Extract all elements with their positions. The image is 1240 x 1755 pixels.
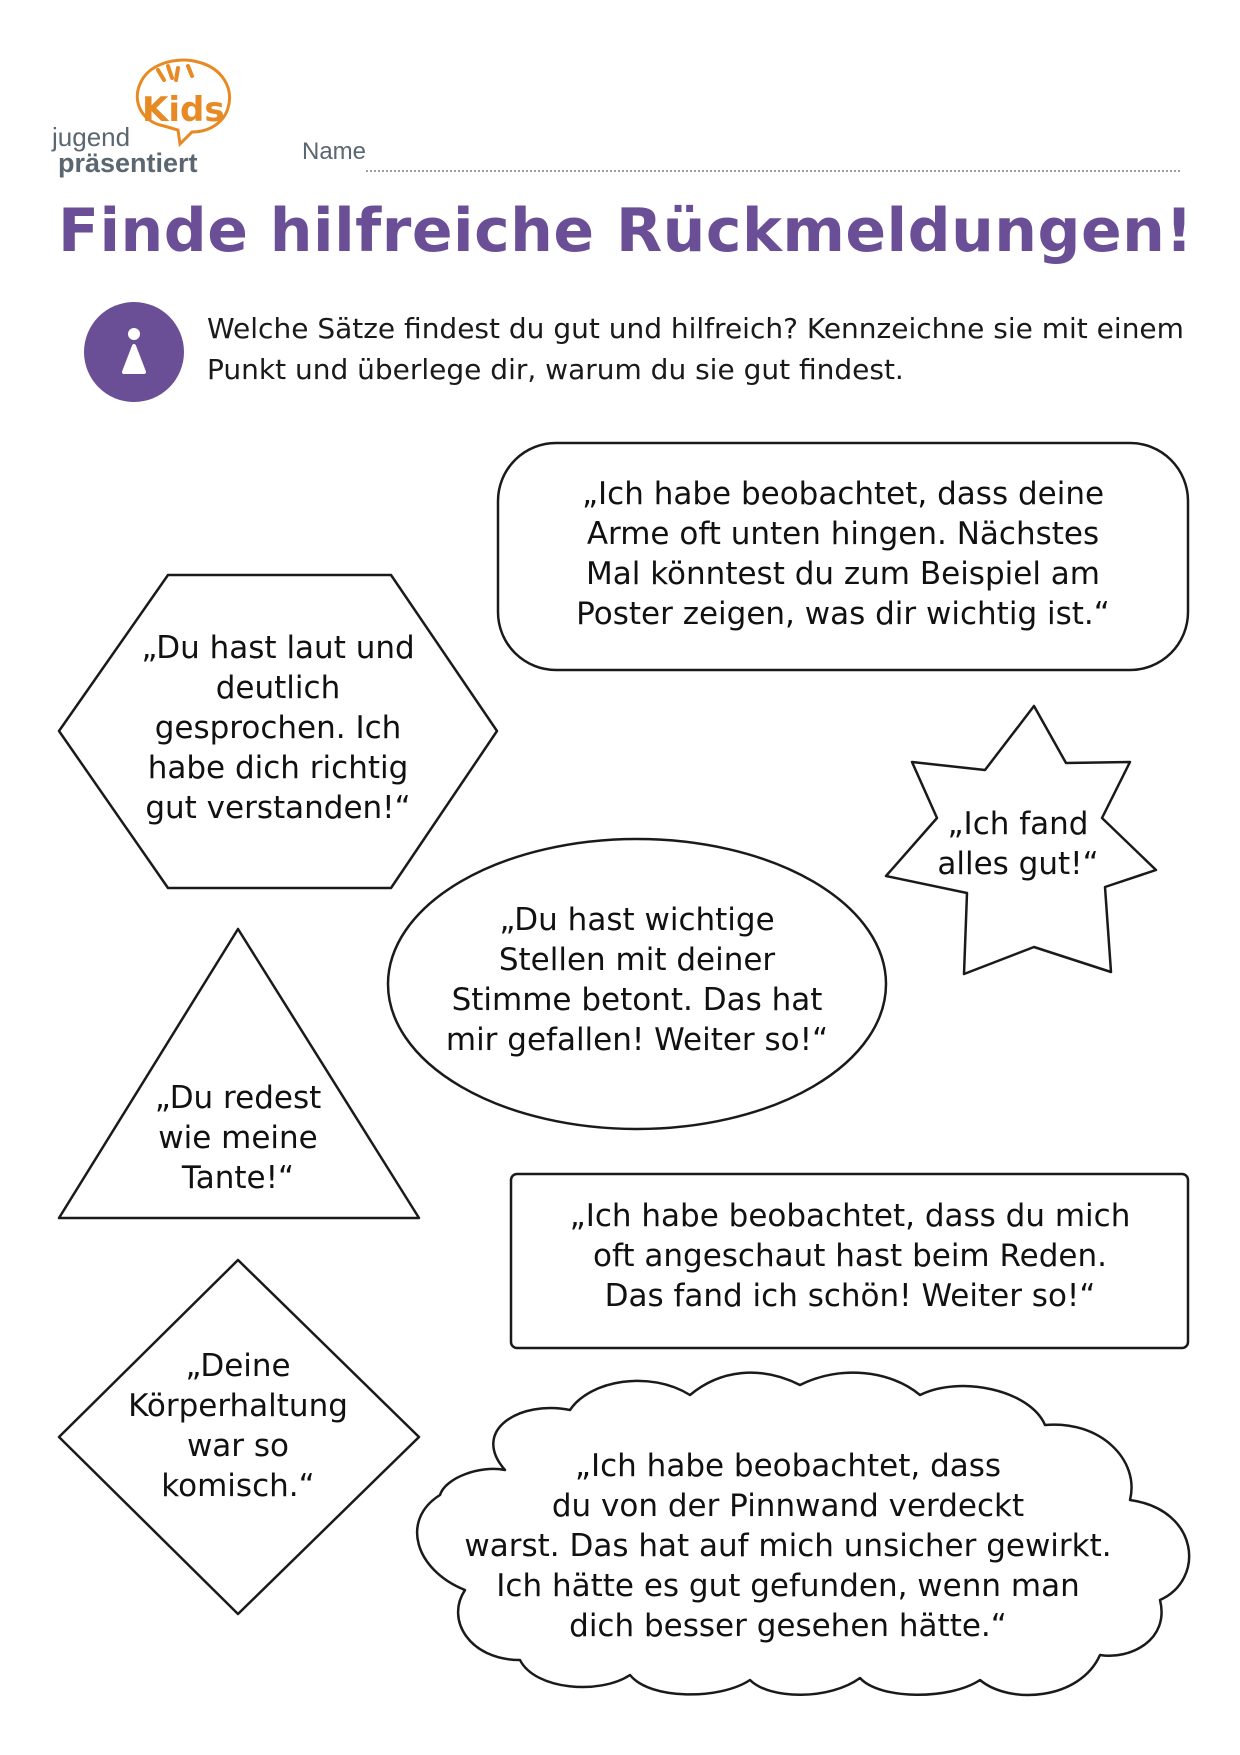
logo-praesentiert: präsentiert bbox=[58, 148, 198, 178]
feedback-card: „Du hast laut und deutlich gesprochen. Ich habe dich richtig gut verstanden!“ bbox=[141, 630, 415, 826]
feedback-card: „Ich habe beobachtet, dass deine Arme oft unten hingen. Nächstes Mal könntest du zum Beispiel am Poster zeigen, was dir wichtig ist.“ bbox=[576, 476, 1110, 632]
feedback-card: „Ich habe beobachtet, dass du mich oft angeschaut hast beim Reden. Das fand ich schön! Weiter so!“ bbox=[569, 1198, 1131, 1314]
feedback-card: „Ich habe beobachtet, dass du von der Pinnwand verdeckt warst. Das hat auf mich unsicher gewirkt. Ich hätte es gut gefunden, wenn man dich besser gesehen hätte.“ bbox=[464, 1448, 1112, 1644]
page-title: Finde hilfreiche Rückmeldungen! bbox=[58, 196, 1194, 266]
logo-kids: Kids bbox=[142, 90, 225, 130]
name-label: Name bbox=[302, 138, 367, 165]
feedback-card: „Du redest wie meine Tante!“ bbox=[154, 1080, 322, 1196]
logo-jugend: jugend bbox=[52, 122, 131, 152]
feedback-card: „Du hast wichtige Stellen mit deiner Stimme betont. Das hat mir gefallen! Weiter so!“ bbox=[445, 902, 829, 1058]
instruction-text: Welche Sätze findest du gut und hilfreich? Kennzeichne sie mit einem Punkt und überlege dir, warum du sie gut findest. bbox=[207, 312, 1184, 386]
feedback-card: „Ich fand alles gut!“ bbox=[937, 806, 1099, 882]
feedback-card: „Deine Körperhaltung war so komisch.“ bbox=[128, 1348, 348, 1504]
